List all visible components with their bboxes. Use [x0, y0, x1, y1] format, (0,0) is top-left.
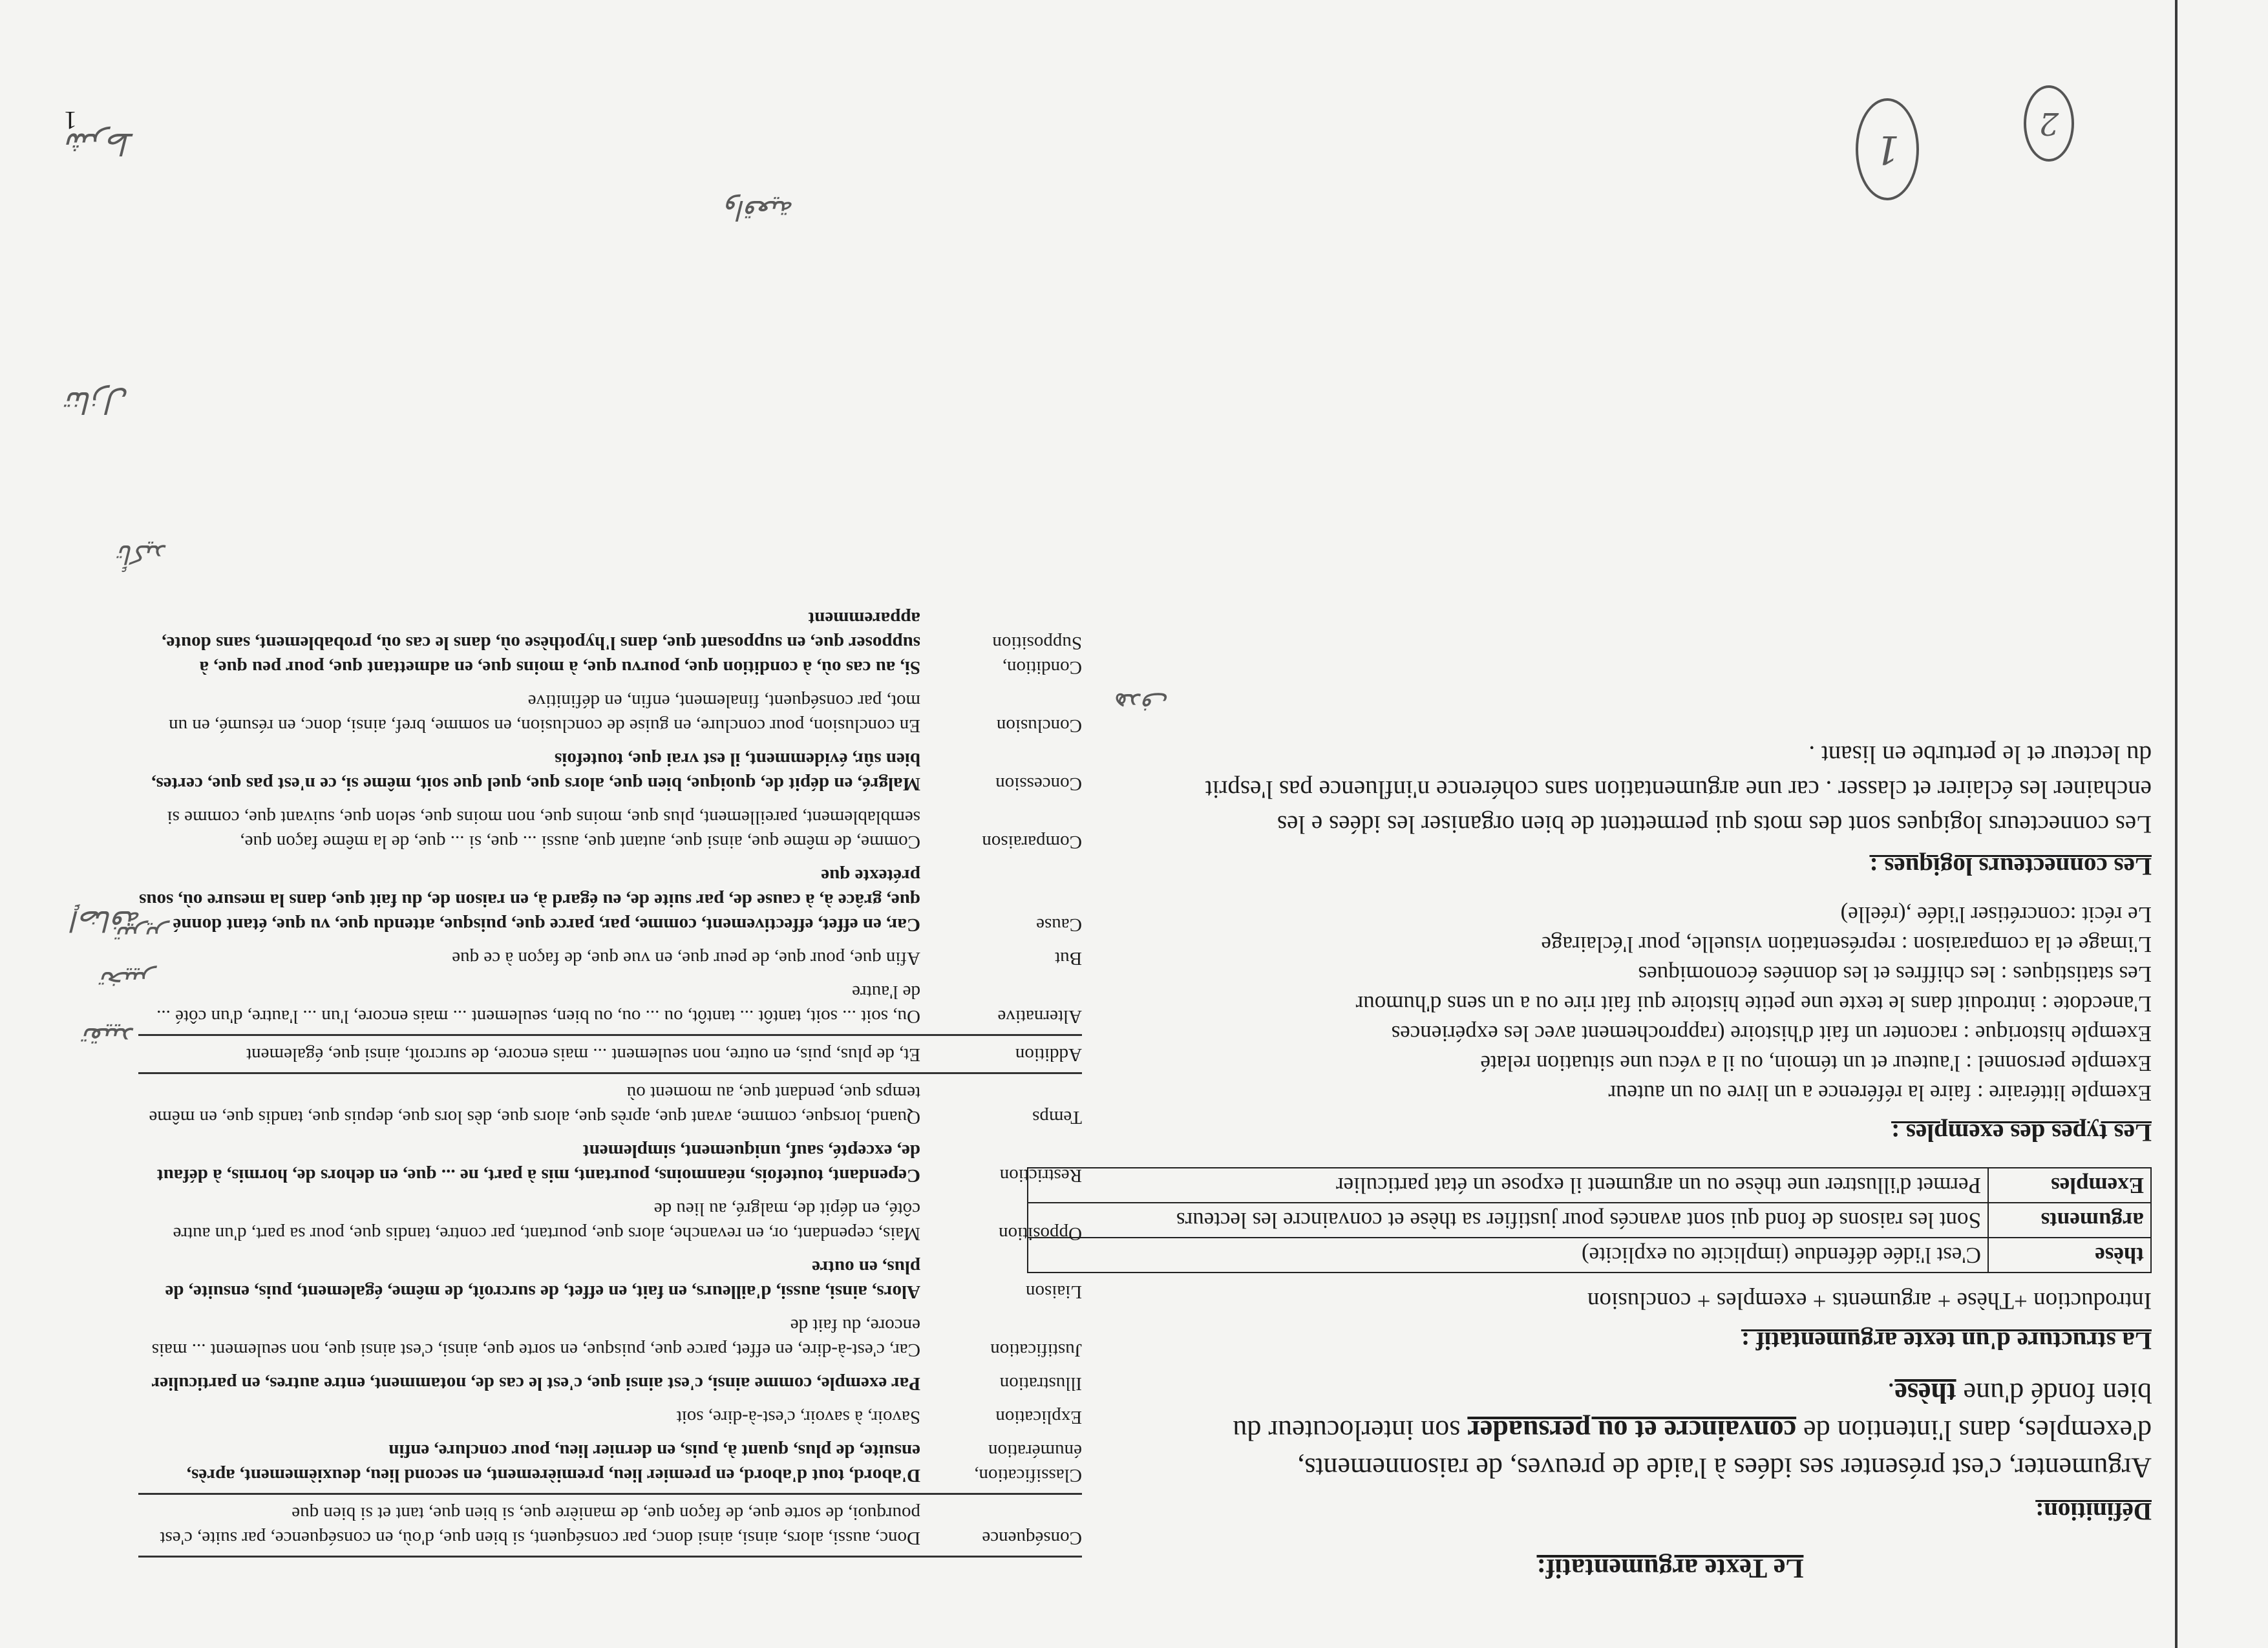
connector-words-plain: En conclusion, pour conclure, en guise de conclusion, en somme, bref, ainsi, donc, en résumé, en un mot, par conséquent, finalement, enfin, en définitive — [169, 691, 920, 736]
connector-words-bold: Alors, ainsi, aussi, d'ailleurs, en fait, en effet, de surcroît, de même, également, puis, ensuite, de plus, en outre — [165, 1257, 920, 1302]
table-term: thèse — [1988, 1238, 2151, 1273]
handwritten-note: إضافة — [72, 904, 142, 937]
connector-words — [138, 1501, 920, 1550]
connector-words-bold: D'abord, tout d'abord, en premier lieu, premièrement, en second lieu, deuxièmement, après, ensuite, de plus, quant à, puis, en dernier lieu, pour conclure, enfin — [186, 1441, 920, 1486]
connector-category: Classification, énumération — [974, 1441, 1082, 1486]
connector-category: Comparaison — [982, 832, 1082, 852]
connector-row — [138, 1190, 1082, 1249]
connector-row — [138, 1249, 1082, 1307]
connector-row — [138, 1399, 1082, 1432]
page-title: Le Texte argumentatif: — [1536, 1553, 1804, 1583]
handwritten-note: تأكيد — [118, 539, 167, 569]
table-term: arguments — [1988, 1203, 2151, 1238]
page-number: 1 — [64, 106, 77, 135]
connector-words — [138, 1313, 920, 1362]
connector-row — [138, 799, 1082, 857]
connector-words-bold: Cependant, toutefois, néanmoins, pourtant, mis à part, ne ... que, en dehors de, hormis, à défaut de, excepté, sauf, uniquement, simplement — [156, 1141, 920, 1186]
connector-category: Liaison — [1026, 1282, 1082, 1302]
connector-words-plain: Afin que, pour que, de peur que, en vue que, de façon à ce que — [452, 948, 920, 969]
connector-row — [138, 940, 1082, 973]
connector-category: Temps — [1032, 1107, 1082, 1128]
connector-words-plain: Ou, soit ... soit, tantôt ... tantôt, ou ... ou, ou bien, seulement ... mais encore, l'un ... l'autre, d'un côté ... de l'autre — [156, 982, 920, 1027]
table-desc: Sont les raisons de fond qui sont avancés pour justifier sa thèse et convaincre les lecteurs — [1028, 1203, 1988, 1238]
connector-category: Restriction — [999, 1165, 1082, 1186]
connector-words-bold: Car, en effet, effectivement, comme, par, parce que, puisque, attendu que, vu que, étant donné que, grâce à, à cause de, par suite de, eu égard à, en raison de, du fait que, dans la mesure où, sous prétexte que — [139, 865, 920, 935]
connectors-table — [138, 600, 1082, 1558]
connectors-paragraph: Les connecteurs logiques sont des mots qui permettent de bien organiser les idées e les enchainer les éclairer et classer . car une argumentation sans cohérence n'influence pas l'esprit du lecteur et le perturbe en lisant . — [1205, 741, 2152, 838]
example-item: Exemple personnel : l'auteur et un témoin, ou il a vécu une situation relaté — [1480, 1051, 2152, 1076]
connector-words-bold: Par exemple, comme ainsi, c'est ainsi que, c'est le cas de, notamment, entre autres, en particulier — [151, 1373, 920, 1394]
definition-part-1: Argumenter, c'est présenter ses idées à l'aide de preuves, de raisonnements, d'exemples, dans l'intention de — [1297, 1415, 2152, 1484]
connector-row — [138, 1307, 1082, 1365]
connector-words-bold: Malgré, en dépit de, quoique, bien que, alors que, quel que soit, même si, ce n'est pas que, certes, bien sûr, évidemment, il est vrai que, toutefois — [151, 749, 920, 794]
connector-category: Conséquence — [982, 1528, 1082, 1548]
connector-category: Concession — [995, 774, 1082, 794]
left-column — [1176, 737, 2152, 1583]
handwritten-note: تقييد — [83, 1022, 135, 1053]
definition-part-2: son interlocuteur du bien fondé d'une — [1233, 1377, 2152, 1446]
connector-words — [138, 1081, 920, 1130]
connector-row — [138, 682, 1082, 741]
connector-words-bold: Si, au cas où, à condition que, pourvu que, à moins que, en admettant que, pour peu que, à supposer que, en supposant que, dans l'hypothèse où, dans le cas où, probablement, sans doute, apparemment — [162, 608, 920, 678]
table-row — [1028, 1203, 2151, 1238]
example-item: Exemple littéraire : faire la référence a un livre ou un auteur — [1608, 1081, 2152, 1106]
margin-line-left — [2175, 0, 2178, 1648]
table-term: Exemples — [1988, 1168, 2151, 1203]
connector-words-plain: Comme, de même que, ainsi que, autant que, aussi ... que, si ... que, de la même façon que, semblablement, pareillement, plus que, moins que, non moins que, selon que, suivant que, comme si — [167, 807, 920, 852]
circle-label-2: 2 — [2039, 105, 2059, 142]
connector-words-plain: Mais, cependant, or, en revanche, alors que, pourtant, par contre, tandis que, pour sa part, d'un autre côté, en dépit de, malgré, au lieu de — [173, 1199, 920, 1244]
connector-words-plain: Quand, lorsque, comme, avant que, après que, alors que, dès lors que, depuis que, tandis que, en même temps que, pendant que, au moment où — [149, 1083, 920, 1128]
connector-row — [138, 973, 1082, 1036]
circle-label-1: 1 — [1874, 127, 1900, 172]
connector-words — [138, 1371, 920, 1396]
connectors-heading: Les connecteurs logiques : — [1869, 852, 2152, 880]
definition-emphasis-2: thèse — [1894, 1377, 1956, 1409]
connector-words — [138, 863, 920, 937]
handwritten-note: تبرير — [116, 920, 167, 950]
connector-words-plain: Et, de plus, puis, en outre, non seulement ... mais encore, de surcroît, ainsi que, également — [246, 1044, 920, 1065]
connector-row — [138, 1365, 1082, 1399]
connector-category: Addition — [1015, 1044, 1082, 1065]
connector-words-plain: Savoir, à savoir, c'est-à-dire, soit — [676, 1407, 920, 1428]
connector-row — [138, 741, 1082, 799]
definition-text — [1189, 1374, 2152, 1486]
connector-category: Alternative — [997, 1006, 1082, 1027]
connector-row — [138, 600, 1082, 682]
connector-words — [138, 1042, 920, 1067]
example-item: Les statistiques : les chiffres et les données économiques — [1638, 962, 2152, 987]
connector-words — [138, 689, 920, 738]
connector-row — [138, 1495, 1082, 1558]
definition-emphasis: convaincre et ou persuader — [1467, 1415, 1797, 1446]
handwritten-circle-1 — [1856, 98, 1919, 200]
connector-row — [138, 1132, 1082, 1190]
structure-line: Introduction +Thèse + arguments + exemples + conclusion — [1587, 1287, 2152, 1314]
connector-words-plain: Car, c'est-à-dire, en effet, parce que, puisque, en sorte que, ainsi, c'est ainsi que, non seulement ... mais encore, du fait de — [151, 1315, 920, 1360]
connector-category: Explication — [995, 1407, 1082, 1428]
connector-category: Justification — [990, 1340, 1082, 1360]
connector-row — [138, 857, 1082, 940]
connector-words-plain: Donc, aussi, alors, ainsi, ainsi donc, par conséquent, si bien que, d'où, en conséquence, par suite, c'est pourquoi, de sorte que, de façon que, de manière que, si bien que, tant et si bien que — [160, 1503, 920, 1548]
table-row — [1028, 1168, 2151, 1203]
definition-heading: Définition: — [2035, 1497, 2152, 1525]
connector-words — [138, 1405, 920, 1430]
handwritten-note: تنازل — [66, 385, 129, 420]
table-desc: Permet d'illustrer une thèse ou un argument il expose un état particulier — [1028, 1168, 1988, 1203]
connector-category: Illustration — [999, 1373, 1082, 1394]
connector-row — [138, 1432, 1082, 1495]
handwritten-note: شرط — [66, 127, 135, 162]
connector-words — [138, 1255, 920, 1304]
connector-words — [138, 980, 920, 1029]
connector-words — [138, 747, 920, 796]
connector-words — [138, 805, 920, 854]
table-desc: C'est l'idée défendue (implicite ou explicite) — [1028, 1238, 1988, 1273]
connector-category: Opposition — [999, 1223, 1082, 1244]
connector-category: Cause — [1036, 914, 1082, 935]
connector-words — [138, 946, 920, 971]
connector-row — [138, 1074, 1082, 1132]
structure-table — [1027, 1167, 2152, 1273]
examples-heading: Les types des exemples : — [1891, 1119, 2152, 1146]
definition-part-3: . — [1887, 1377, 1895, 1409]
connector-words — [138, 606, 920, 680]
connector-category: But — [1055, 948, 1082, 969]
connector-words — [138, 1439, 920, 1488]
connector-category: Conclusion — [996, 715, 1082, 736]
example-item: Exemple historique : raconter un fait d'histoire (rapprochement avec les expériences — [1391, 1021, 2152, 1046]
structure-heading: La structure d'un texte argumentatif : — [1741, 1327, 2152, 1355]
handwritten-note: واقعية — [725, 195, 794, 226]
handwritten-note: تخيير — [100, 966, 154, 995]
connector-row — [138, 1036, 1082, 1074]
example-item: Le récit :concrétiser l'idée ,(réelle) — [1840, 902, 2152, 927]
connector-words — [138, 1197, 920, 1246]
example-item: L'image et la comparaison : représentation visuelle, pour l'éclairage — [1541, 932, 2152, 957]
example-item: L'anecdote : introduit dans le texte une petite histoire qui fait rire ou a un sens d'humour — [1355, 991, 2152, 1017]
table-row — [1028, 1238, 2151, 1273]
connector-words — [138, 1139, 920, 1188]
handwritten-circle-2 — [2024, 85, 2074, 162]
handwritten-note: هدف — [1115, 688, 1169, 717]
connector-category: Condition, Supposition — [992, 633, 1082, 678]
